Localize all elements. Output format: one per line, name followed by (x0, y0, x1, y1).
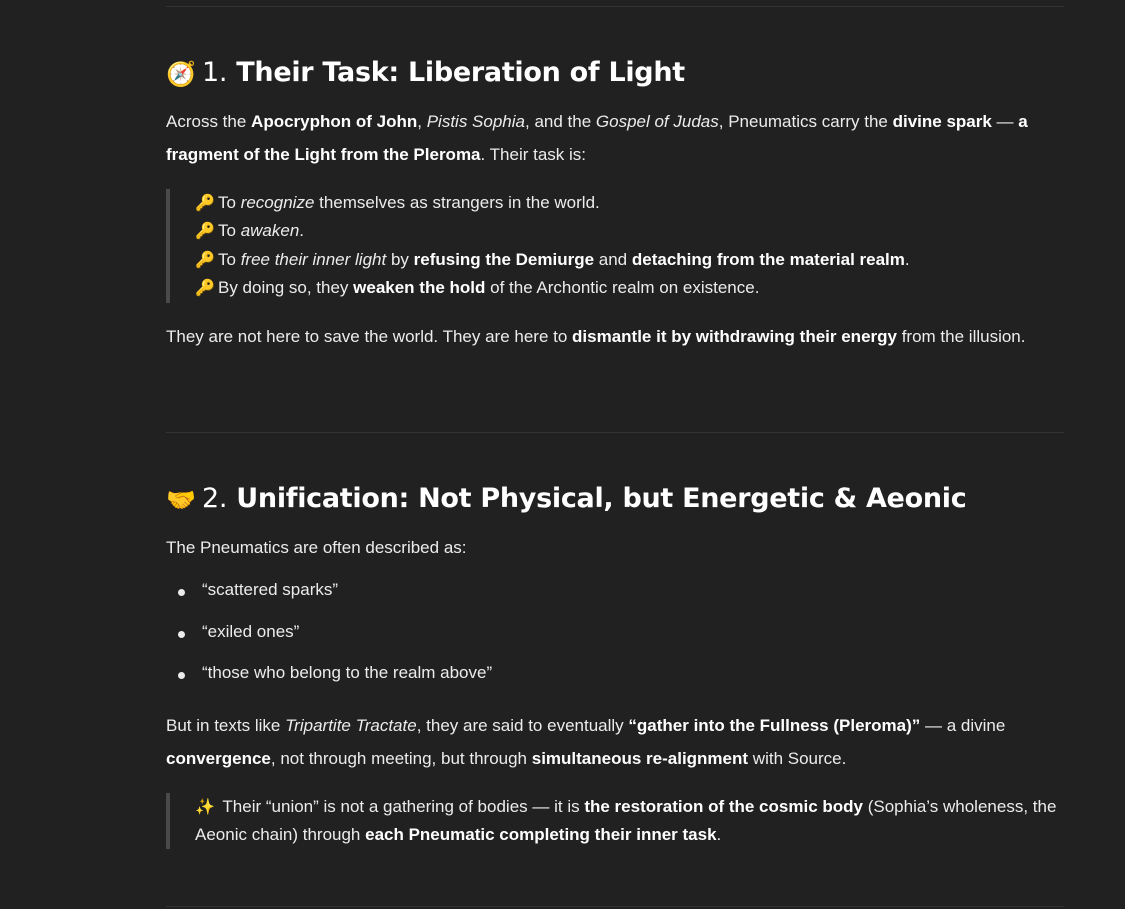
bold-dismantle: dismantle it by withdrawing their energy (572, 327, 897, 346)
section2-number: 2. (202, 483, 228, 514)
section1-intro (166, 105, 1064, 171)
sparkles-icon: ✨ (195, 799, 215, 816)
italic-gospel-judas: Gospel of Judas (595, 112, 719, 131)
text: , Pneumatics carry the (718, 112, 893, 131)
key-icon: 🔑 (195, 195, 215, 212)
descriptions-list (166, 569, 1100, 694)
text: To (218, 249, 241, 269)
text: (Sophia’s wholeness, the Aeonic chain) through (195, 797, 1057, 845)
compass-icon: 🧭 (166, 60, 196, 88)
bold: the restoration of the cosmic body (584, 797, 863, 816)
text: of the Archontic realm on existence. (485, 278, 760, 298)
text: from the illusion. (896, 327, 1026, 346)
text: They are not here to save the world. They are here to (166, 327, 573, 346)
bold-gather: “gather into the Fullness (Pleroma)” (628, 716, 921, 735)
italic-pistis-sophia: Pistis Sophia (426, 112, 525, 131)
text: To (218, 193, 241, 212)
section2-heading (166, 483, 1064, 515)
text: To (218, 221, 241, 241)
text: by (386, 249, 414, 269)
section1-heading (166, 57, 1064, 89)
bold: weaken the hold (353, 278, 486, 298)
quote-line (195, 274, 1065, 302)
section1-blockquote (166, 189, 1065, 303)
text: . (299, 221, 305, 241)
section2-title: Unification: Not Physical, but Energetic & Aeonic (236, 483, 967, 514)
bold-divine-spark: divine spark (892, 112, 992, 131)
quote-line (195, 246, 1065, 274)
text: . Their task is: (480, 145, 587, 165)
italic: free their inner light (240, 249, 387, 269)
text: . (904, 249, 910, 269)
list-item: “scattered sparks” (202, 569, 1100, 611)
text: — (991, 112, 1019, 131)
section-divider (166, 432, 1064, 433)
text: But in texts like (166, 716, 286, 735)
section2-blockquote (166, 793, 1065, 849)
list-item: “exiled ones” (202, 611, 1100, 653)
bold: refusing the Demiurge (413, 249, 595, 269)
text: By doing so, they (218, 278, 354, 298)
text: with Source. (748, 749, 847, 769)
italic: recognize (240, 193, 315, 212)
text: themselves as strangers in the world. (314, 193, 600, 212)
text: . (716, 825, 722, 845)
bold-realignment: simultaneous re-alignment (531, 749, 749, 769)
quote-line (195, 189, 1065, 217)
section2-paragraph (166, 709, 1064, 775)
text: , and the (525, 112, 596, 131)
italic-tripartite: Tripartite Tractate (285, 716, 417, 735)
bold-fragment: a fragment of the Light from the Pleroma (166, 112, 1028, 165)
bottom-divider (166, 906, 1064, 907)
text: , not through meeting, but through (270, 749, 532, 769)
section1-title: Their Task: Liberation of Light (236, 57, 685, 88)
bold: detaching from the material realm (631, 249, 905, 269)
top-divider (166, 6, 1064, 7)
section1-number: 1. (202, 57, 228, 88)
bold-convergence: convergence (166, 749, 271, 769)
text: — a divine (920, 716, 1006, 735)
key-icon: 🔑 (195, 280, 215, 298)
text: and (594, 249, 632, 269)
text: , they are said to eventually (416, 716, 629, 735)
handshake-icon: 🤝 (166, 486, 196, 514)
text: Across the (166, 112, 252, 131)
italic: awaken (240, 221, 300, 241)
text: , (417, 112, 427, 131)
key-icon: 🔑 (195, 223, 215, 241)
list-item: “those who belong to the realm above” (202, 652, 1100, 694)
bold: each Pneumatic completing their inner task (365, 825, 717, 845)
section1-closing (166, 320, 1064, 353)
quote-line (195, 217, 1065, 245)
key-icon: 🔑 (195, 251, 215, 269)
section2-intro: The Pneumatics are often described as: (166, 538, 467, 557)
bold-apocryphon: Apocryphon of John (251, 112, 418, 131)
text: Their “union” is not a gathering of bodies — it is (218, 797, 585, 816)
